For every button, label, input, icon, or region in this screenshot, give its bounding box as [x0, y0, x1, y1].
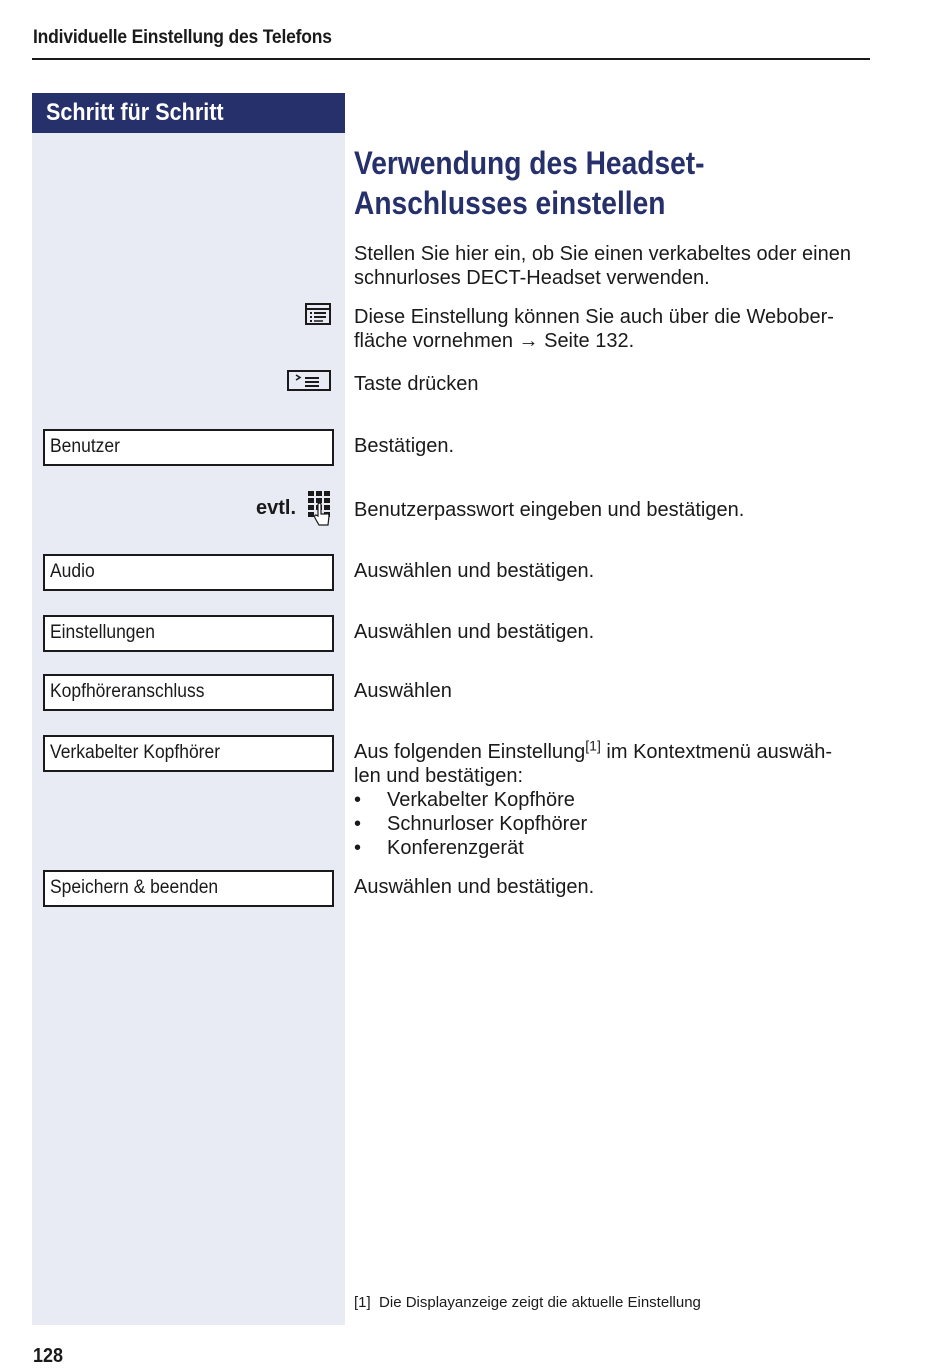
- intro-line2: schnurloses DECT-Headset verwenden.: [354, 267, 710, 289]
- speichern-text: Auswählen und bestätigen.: [354, 876, 595, 898]
- list-item: • Schnurloser Kopfhörer: [354, 812, 832, 836]
- menu-item-einstellungen-label: Einstellungen: [50, 622, 155, 643]
- page-number: 128: [33, 1345, 64, 1367]
- menu-item-audio-label: Audio: [50, 561, 95, 582]
- header-title: Individuelle Einstellung des Telefons: [33, 27, 332, 48]
- web-note-text: [354, 305, 834, 353]
- menu-item-benutzer[interactable]: [43, 429, 334, 466]
- optional-label: evtl.: [256, 497, 297, 519]
- menu-item-speichern-beenden[interactable]: [43, 870, 334, 907]
- password-text: Benutzerpasswort eingeben und bestätigen.: [354, 499, 745, 521]
- menu-item-einstellungen[interactable]: [43, 615, 334, 652]
- menu-item-speichern-beenden-label: Speichern & beenden: [50, 877, 219, 898]
- intro-line1: Stellen Sie hier ein, ob Sie einen verkabeltes oder einen: [354, 243, 851, 265]
- header-divider: [32, 58, 870, 60]
- web-note-line1: Diese Einstellung können Sie auch über die Webober-: [354, 306, 834, 328]
- verkabelt-text: [354, 737, 833, 860]
- menu-item-verkabelter-kopfhoerer[interactable]: [43, 735, 334, 772]
- benutzer-text: Bestätigen.: [354, 435, 455, 457]
- intro-text: [354, 242, 851, 290]
- menu-key-icon: [287, 370, 331, 392]
- web-note-line2: fläche vornehmen → Seite 132.: [354, 330, 635, 352]
- sidebar-heading-label: Schritt für Schritt: [46, 99, 224, 126]
- menu-item-audio[interactable]: [43, 554, 334, 591]
- menu-item-kopfhoereranschluss-label: Kopfhöreranschluss: [50, 681, 205, 702]
- footnote-text: Die Displayanzeige zeigt die aktuelle Einstellung: [379, 1294, 701, 1311]
- section-title: [354, 143, 705, 223]
- kopfhoerer-text: Auswählen: [354, 680, 452, 702]
- audio-text: Auswählen und bestätigen.: [354, 560, 595, 582]
- option-list: [354, 788, 832, 860]
- list-item: • Konferenzgerät: [354, 836, 832, 860]
- sidebar-heading: [32, 93, 345, 133]
- keypad-icon: [307, 490, 333, 528]
- menu-key-text: Taste drücken: [354, 373, 479, 395]
- einstellungen-text: Auswählen und bestätigen.: [354, 621, 595, 643]
- footnote: [354, 1294, 701, 1311]
- footnote-marker: [1]: [354, 1294, 371, 1311]
- verkabelt-text-before: Aus folgenden Einstellung: [354, 741, 586, 763]
- menu-item-benutzer-label: Benutzer: [50, 436, 120, 457]
- list-item: • Verkabelter Kopfhöre: [354, 788, 832, 812]
- verkabelt-text-after: im Kontextmenü auswäh-: [600, 741, 833, 763]
- menu-item-kopfhoereranschluss[interactable]: [43, 674, 334, 711]
- web-interface-icon: [305, 303, 331, 325]
- section-title-line1: Verwendung des Headset-: [354, 145, 705, 181]
- menu-item-verkabelter-kopfhoerer-label: Verkabelter Kopfhörer: [50, 742, 221, 763]
- footnote-reference[interactable]: [1]: [585, 737, 601, 754]
- verkabelt-line2: len und bestätigen:: [354, 765, 524, 787]
- section-title-line2: Anschlusses einstellen: [354, 185, 666, 221]
- verkabelt-line1: [354, 737, 833, 764]
